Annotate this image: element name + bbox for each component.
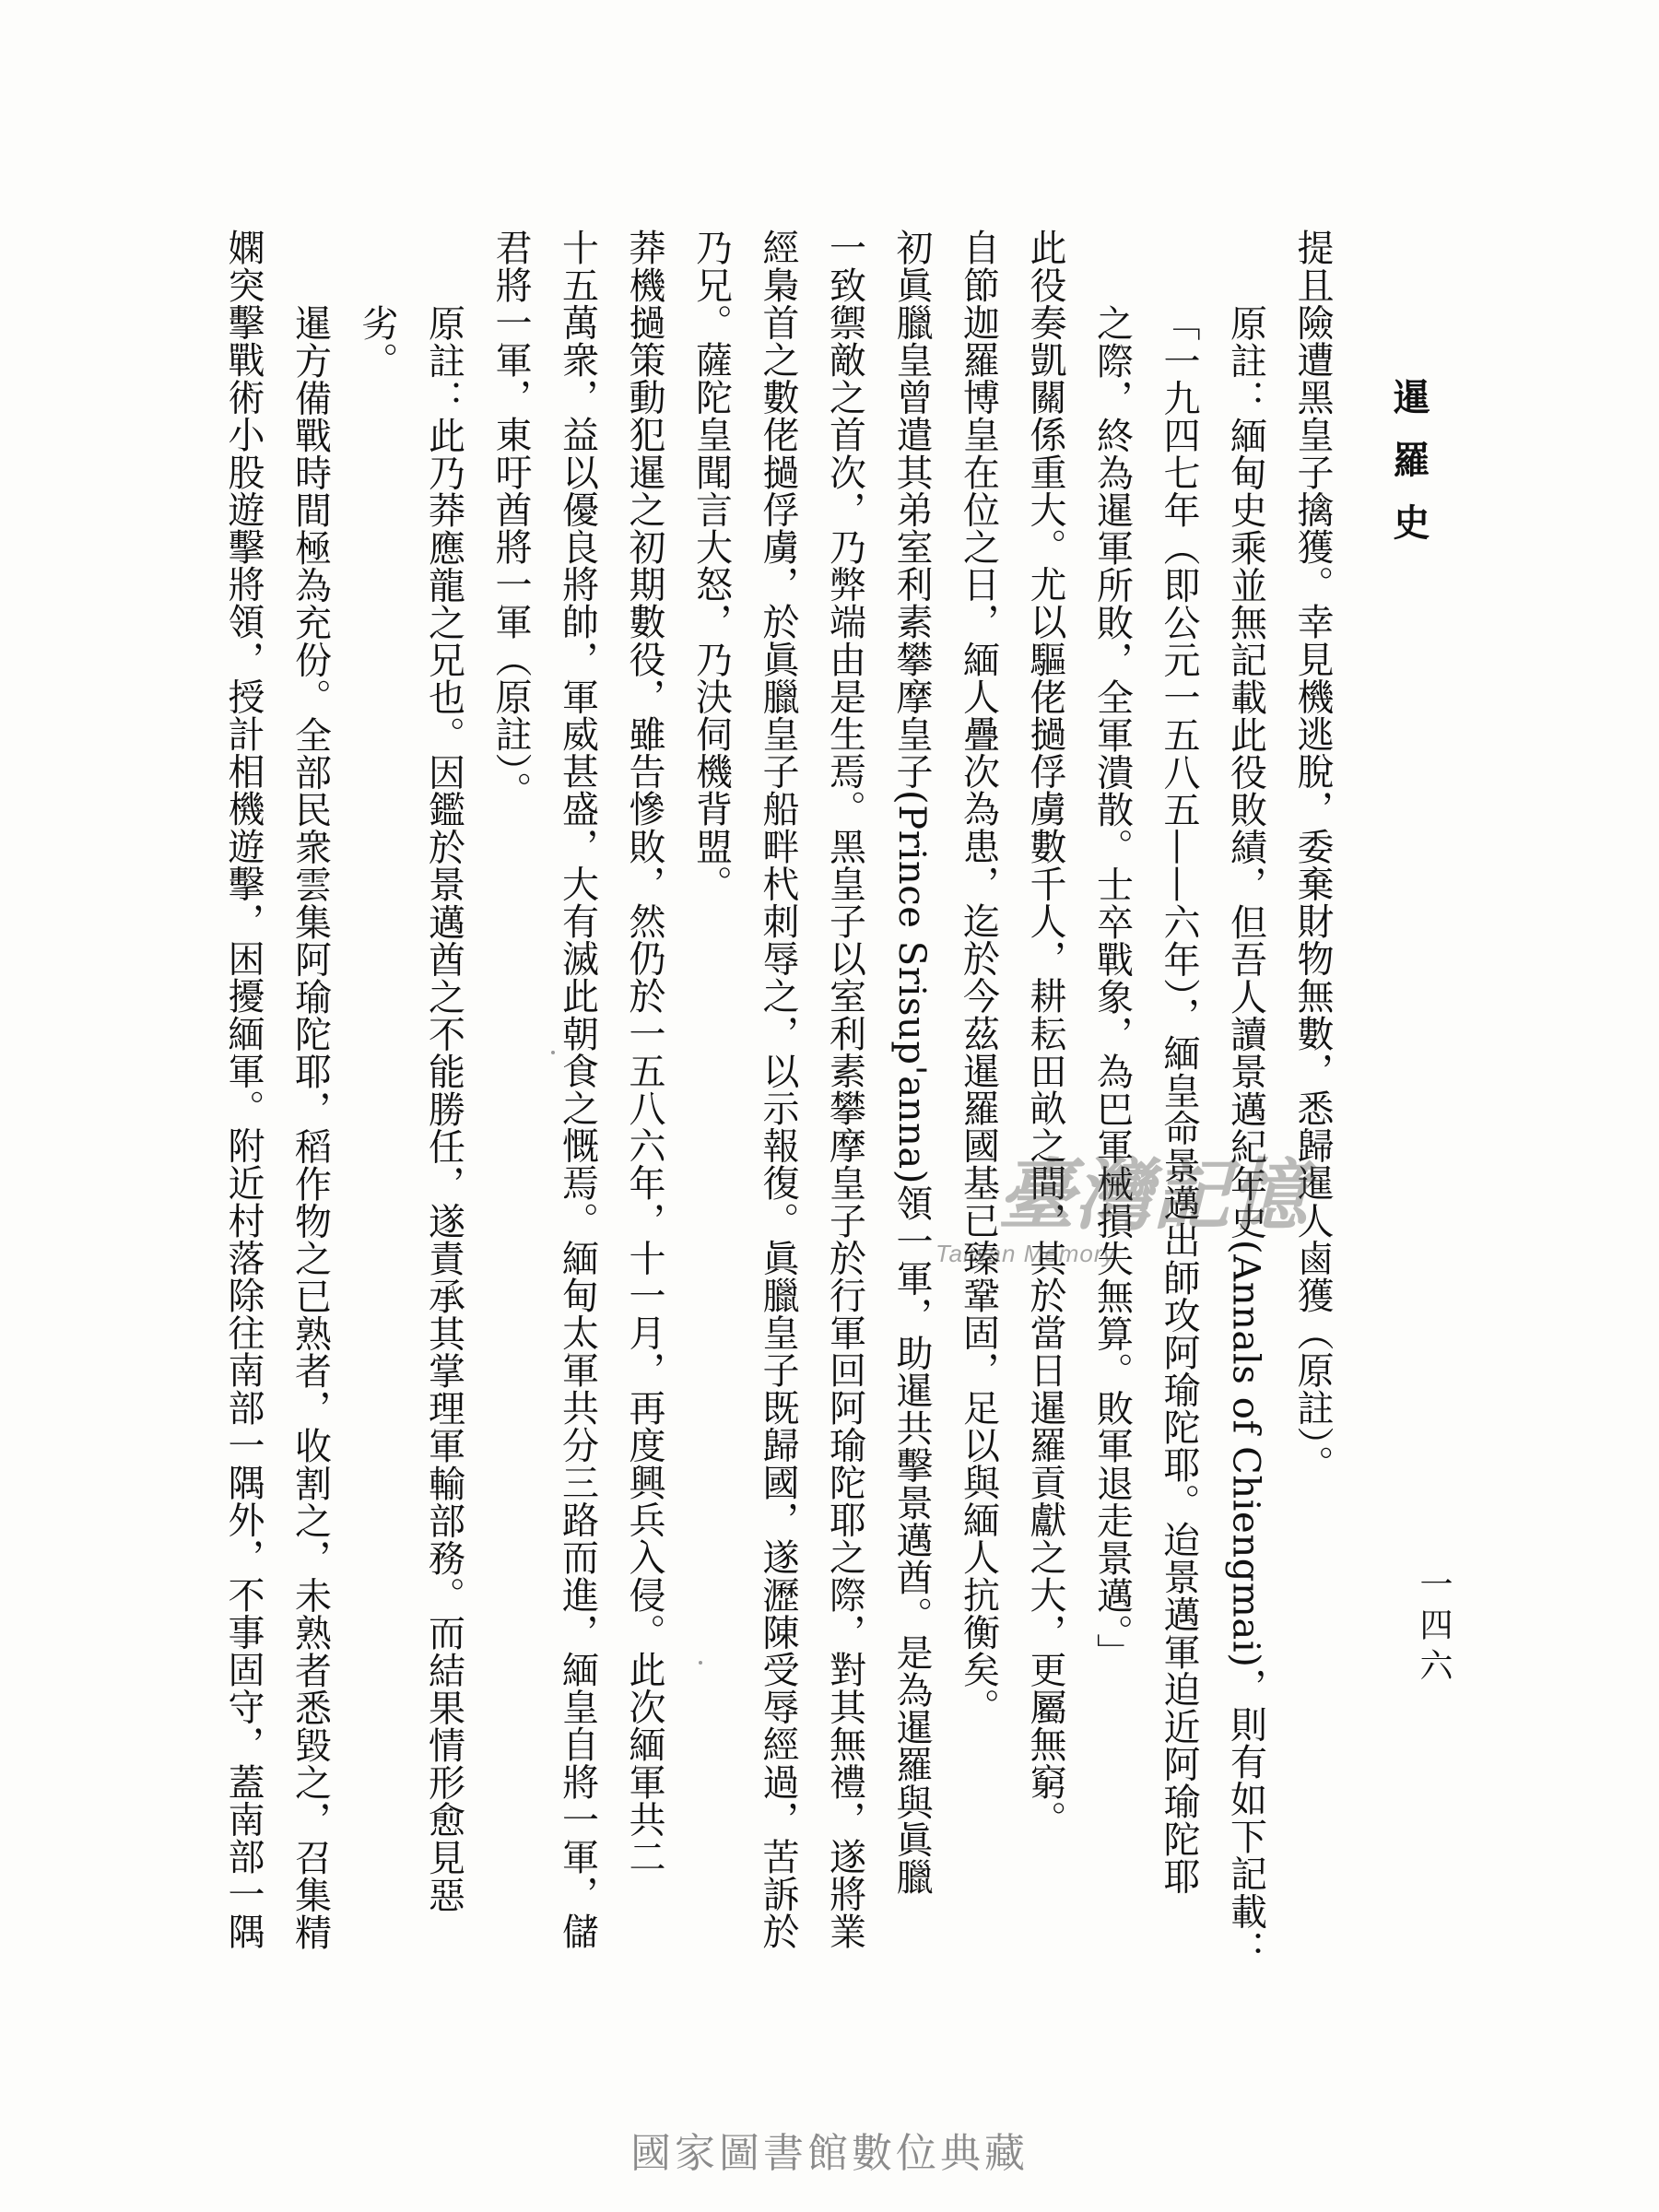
text-column: 之際，終為暹軍所敗，全軍潰散。士卒戰象，為巴軍械損失無算。敗軍退走景邁。」 (1090, 304, 1134, 1671)
scan-speck (551, 1051, 555, 1054)
text-column: 暹方備戰時間極為充份。全部民衆雲集阿瑜陀耶，稻作物之已熟者，收割之，未熟者悉毀之，召集精 (288, 304, 332, 1951)
text-column: 原註：此乃莽應龍之兄也。因鑑於景邁酋之不能勝任，遂責承其掌理軍輸部務。而結果情形愈見惡 (422, 304, 465, 1913)
text-column: 原註：緬甸史乘並無記載此役敗績，但吾人讀景邁紀年史(Annals of Chiengmai)，則有如下記載： (1224, 304, 1267, 1968)
text-column: 此役奏凱關係重大。尤以驅佬撾俘虜數千人，耕耘田畝之間，其於當日暹羅貢獻之大，更屬無窮。 (1024, 229, 1066, 1838)
watermark-subtext: Taiwan Memory (935, 1240, 1116, 1267)
text-column: 嫻突擊戰術小股遊擊將領，授計相機遊擊，困擾緬軍。附近村落除往南部一隅外，不事固守，蓋南部一隅 (222, 229, 265, 1950)
text-column: 自節迦羅博皇在位之日，緬人疊次為患，迄於今茲暹羅國基已臻鞏固，足以與緬人抗衡矣。 (957, 229, 1000, 1725)
text-column: 十五萬衆，益以優良將帥，軍威甚盛，大有滅此朝食之慨焉。緬甸太軍共分三路而進，緬皇自將一軍，儲 (556, 229, 599, 1950)
text-column: 經梟首之數佬撾俘虜，於眞臘皇子船畔杙刺辱之，以示報復。眞臘皇子既歸國，遂瀝陳受辱經過，苦訴於 (757, 229, 799, 1950)
text-column: 一致禦敵之首次，乃弊端由是生焉。黑皇子以室利素攀摩皇子於行軍回阿瑜陀耶之際，對其無禮，遂將業 (823, 229, 866, 1950)
text-column: 提且險遭黑皇子擒獲。幸見機逃脫，委棄財物無數，悉歸暹人鹵獲（原註）。 (1291, 229, 1334, 1483)
text-column: 劣。 (356, 304, 398, 380)
text-column: 莽機撾策動犯暹之初期數役，雖告慘敗，然仍於一五八六年，十一月，再度興兵入侵。此次緬軍共二 (623, 229, 665, 1876)
body-text (210, 229, 1347, 1968)
text-column: 初眞臘皇曾遣其弟室利素攀摩皇子(Prince Srisup'anna)領一軍，助暹共擊景邁酋。是為暹羅與眞臘 (890, 229, 933, 1896)
archive-source-label: 國家圖書館數位典藏 (630, 2130, 1029, 2177)
text-column: 乃兄。薩陀皇聞言大怒，乃決伺機背盟。 (689, 229, 733, 902)
watermark-logo: 臺灣記憶 (996, 1149, 1307, 1241)
running-header-title: 暹羅史 (1387, 378, 1430, 566)
scan-speck (699, 1661, 702, 1665)
text-column: 君將一軍，東吁酋將一軍（原註）。 (489, 229, 532, 809)
text-column: 「一九四七年（即公元一五八五——六年），緬皇命景邁出師攻阿瑜陀耶。迨景邁軍迫近阿瑜陀耶 (1158, 304, 1200, 1895)
page-number: 一四六 (1415, 1567, 1453, 1688)
